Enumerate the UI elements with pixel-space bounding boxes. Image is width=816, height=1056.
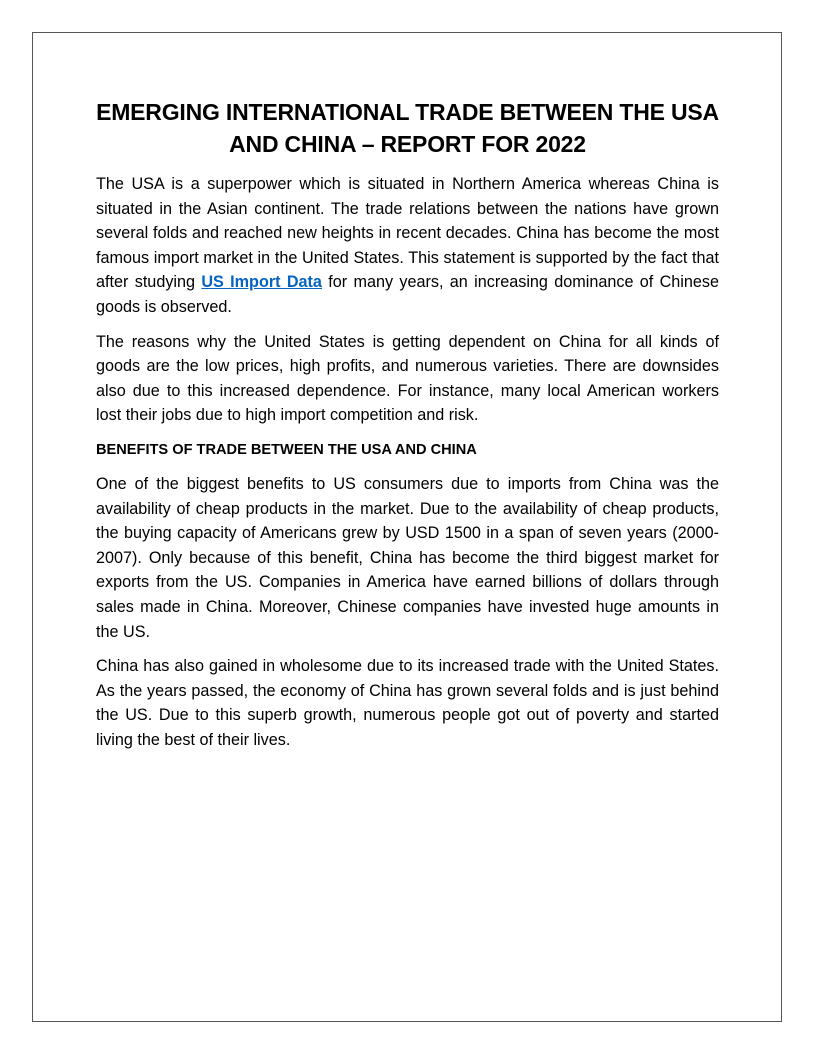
title-line-1: EMERGING INTERNATIONAL TRADE BETWEEN THE USA <box>96 99 719 125</box>
intro-text-before-link: The USA is a superpower which is situated in Northern America whereas China is situated in the Asian continent. The trade relations between the nations have grown several folds and reached new heights in recent decades. China has become the most famous import market in the United States. This statement is supported by the fact that after studying <box>96 175 719 292</box>
intro-text-after-link: for many years, an increasing dominance of Chinese goods is observed. <box>96 273 719 316</box>
page-title <box>96 96 719 160</box>
us-import-data-link[interactable]: US Import Data <box>201 273 322 292</box>
us-benefits-paragraph: One of the biggest benefits to US consumers due to imports from China was the availability of cheap products in the market. Due to the availability of cheap products, the buying capacity of Americans grew by USD 1500 in a span of seven years (2000-2007). Only because of this benefit, China has become the third biggest market for exports from the US. Companies in America have earned billions of dollars through sales made in China. Moreover, Chinese companies have invested huge amounts in the US. <box>96 474 719 641</box>
china-benefits-paragraph: China has also gained in wholesome due to its increased trade with the United States. As the years passed, the economy of China has grown several folds and is just behind the US. Due to this superb growth, numerous people got out of poverty and started living the best of their lives. <box>96 657 719 749</box>
intro-paragraph <box>96 172 719 320</box>
benefits-heading: BENEFITS OF TRADE BETWEEN THE USA AND CHINA <box>96 441 477 458</box>
document-body <box>96 96 719 762</box>
title-line-2: AND CHINA – REPORT FOR 2022 <box>229 131 586 157</box>
dependence-paragraph: The reasons why the United States is getting dependent on China for all kinds of goods are the low prices, high profits, and numerous varieties. There are downsides also due to this increased dependence. For instance, many local American workers lost their jobs due to high import competition and risk. <box>96 332 719 425</box>
